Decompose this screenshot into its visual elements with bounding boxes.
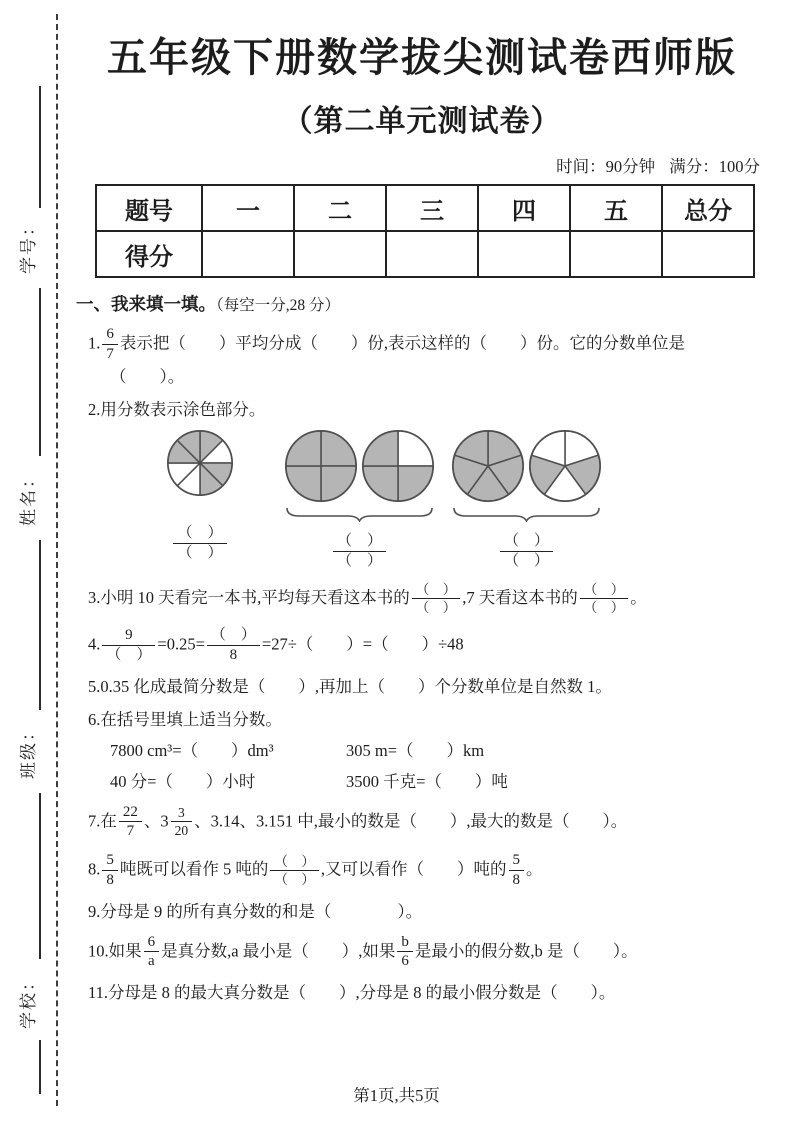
student-id-label: 学号： (18, 216, 38, 274)
score-table-cell: 二 (294, 185, 386, 231)
conversion-row (110, 770, 770, 794)
write-in-line (39, 86, 41, 208)
question-list (88, 325, 770, 1005)
fraction: $\frac{b}{6}$ (397, 934, 413, 971)
fraction: $\frac{3}{20}$ (171, 805, 193, 838)
score-table-cell: 三 (386, 185, 478, 231)
question-number: 1. (88, 333, 101, 353)
question-text: 10.如果 (88, 941, 142, 961)
section-1-heading (76, 291, 770, 316)
question-8 (88, 851, 770, 891)
paper-subtitle: （第二单元测试卷） (282, 105, 562, 138)
fraction: $\frac{5}{8}$ (102, 852, 118, 889)
conversion-item: 305 m=（ ）km (346, 740, 485, 760)
question-text: ,又可以看作（ ）吨的 (320, 859, 507, 879)
fraction: $\frac{6}{a}$ (144, 934, 160, 971)
question-text: 。 (630, 587, 647, 607)
score-table-cell: 五 (570, 185, 662, 231)
question-text: 3.小明 10 天看完一本书,平均每天看这本书的 (88, 587, 410, 607)
question-text: ,7 天看这本书的 (462, 587, 578, 607)
paper-content (74, 0, 770, 1005)
score-table-cell: 题号 (96, 185, 202, 231)
fraction: $\frac{5}{8}$ (509, 852, 525, 889)
answer-fraction-blank: $\frac{( )}{( )}$ (412, 582, 461, 615)
question-11 (88, 981, 770, 1005)
question-text: 表示把（ ）平均分成（ ）份,表示这样的（ ）份。它的分数单位是 (119, 333, 685, 353)
score-table-score-row (96, 231, 754, 277)
conversion-item: 3500 千克=（ ）吨 (346, 771, 508, 791)
question-1 (88, 325, 770, 389)
class-label: 班级： (18, 721, 38, 779)
fraction-circle (528, 429, 602, 503)
answer-fraction-blank: $\frac{( )}{( )}$ (173, 525, 226, 562)
page-number: 第1页,共5页 (353, 1086, 440, 1105)
score-table-cell: 得分 (96, 231, 202, 277)
question-number: 8. (88, 859, 101, 879)
write-in-line (39, 540, 41, 710)
fraction-circle (451, 429, 525, 503)
fraction: $\frac{9}{( )}$ (102, 627, 155, 664)
question-text: 。 (526, 859, 543, 879)
answer-fraction-blank: $\frac{( )}{( )}$ (500, 533, 553, 570)
answer-fraction-blank: $\frac{( )}{( )}$ (580, 582, 629, 615)
time-score-info (74, 153, 770, 177)
question-text: 6.在括号里填上适当分数。 (88, 709, 282, 729)
score-table-empty-cell (294, 231, 386, 277)
circle-group-3 (451, 429, 602, 572)
underbrace-icon (451, 506, 602, 522)
question-9 (88, 900, 770, 924)
binding-dashed-line (56, 14, 58, 1106)
question-10 (88, 933, 770, 973)
conversion-item: 40 分=（ ）小时 (110, 771, 256, 791)
score-table-cell: 总分 (662, 185, 754, 231)
circle-set (284, 429, 435, 503)
question-text: 9.分母是 9 的所有真分数的和是（ ）。 (88, 901, 423, 921)
circle-group-1 (166, 429, 234, 564)
question-text: 是最小的假分数,b 是（ ）。 (414, 941, 638, 961)
score-table-empty-cell (202, 231, 294, 277)
fraction-circle (284, 429, 358, 503)
answer-fraction-blank: $\frac{( )}{( )}$ (270, 854, 319, 887)
paper-title: 五年级下册数学拔尖测试卷西师版 (107, 35, 737, 80)
time-limit: 时间：90分钟 (556, 157, 656, 176)
score-table-empty-cell (662, 231, 754, 277)
score-table-header-row (96, 185, 754, 231)
fraction-circle (361, 429, 435, 503)
write-in-line (39, 288, 41, 456)
fraction: $\frac{( )}{8}$ (207, 627, 260, 664)
student-id-field (0, 212, 52, 278)
full-score: 满分：100分 (669, 157, 760, 176)
score-table-cell: 四 (478, 185, 570, 231)
fraction: $\frac{6}{7}$ (102, 326, 118, 363)
question-text: 7.在 (88, 811, 117, 831)
question-7 (88, 803, 770, 843)
question-text: 5.0.35 化成最简分数是（ ）,再加上（ ）个分数单位是自然数 1。 (88, 676, 612, 696)
section-1-title: 一、我来填一填。 (76, 294, 216, 314)
student-name-label: 姓名： (18, 468, 38, 526)
question-3 (88, 581, 770, 617)
school-field (0, 967, 52, 1033)
write-in-line (39, 793, 41, 959)
question-4 (88, 626, 770, 666)
fraction-circles-row (122, 429, 770, 572)
score-table (95, 184, 755, 278)
fraction: $\frac{22}{7}$ (119, 804, 142, 841)
question-text: 2.用分数表示涂色部分。 (88, 399, 266, 419)
conversion-row (110, 739, 770, 763)
question-6 (88, 708, 770, 794)
question-text: （ ）。 (110, 366, 185, 386)
section-1-points-note: （每空一分,28 分） (216, 297, 341, 314)
question-2 (88, 398, 770, 573)
answer-fraction-blank: $\frac{( )}{( )}$ (333, 533, 386, 570)
question-number: 4. (88, 634, 101, 654)
question-text: =0.25= (157, 634, 205, 654)
underbrace-icon (284, 506, 435, 522)
conversion-item: 7800 cm³=（ ）dm³ (110, 740, 274, 760)
score-table-empty-cell (570, 231, 662, 277)
score-table-empty-cell (478, 231, 570, 277)
question-text: =27÷（ ）=（ ）÷48 (261, 634, 464, 654)
question-text: 是真分数,a 最小是（ ）,如果 (161, 941, 396, 961)
question-text: 、3.14、3.151 中,最小的数是（ ）,最大的数是（ ）。 (194, 811, 628, 831)
question-text: 11.分母是 8 的最大真分数是（ ）,分母是 8 的最小假分数是（ ）。 (88, 983, 616, 1003)
student-name-field (0, 464, 52, 530)
school-label: 学校： (18, 971, 38, 1029)
circle-group-2 (284, 429, 435, 572)
circle-set (166, 429, 234, 497)
score-table-empty-cell (386, 231, 478, 277)
fraction-circle (166, 429, 234, 497)
question-5 (88, 675, 770, 699)
circle-set (451, 429, 602, 503)
class-field (0, 717, 52, 783)
score-table-cell: 一 (202, 185, 294, 231)
question-text: 、3 (143, 811, 169, 831)
question-text: 吨既可以看作 5 吨的 (119, 859, 269, 879)
